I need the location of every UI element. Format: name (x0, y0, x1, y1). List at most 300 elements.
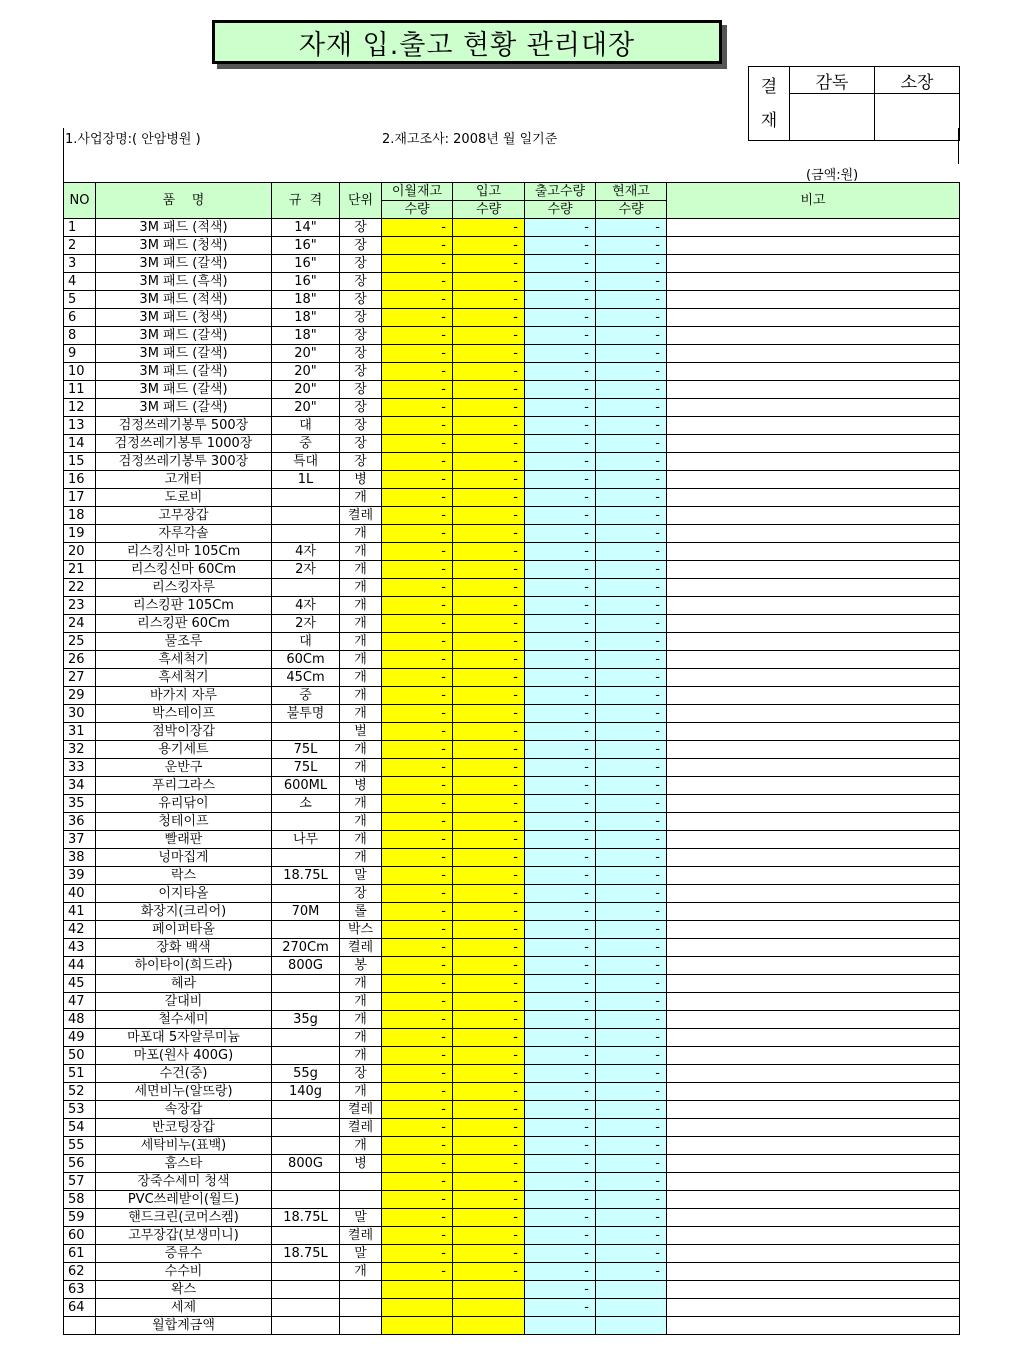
row-prev-qty[interactable]: - (382, 363, 453, 381)
row-out-qty[interactable]: - (525, 903, 596, 921)
row-prev-qty[interactable]: - (382, 435, 453, 453)
row-cur-qty[interactable]: - (596, 1065, 667, 1083)
row-note[interactable] (667, 1047, 960, 1065)
row-out-qty[interactable]: - (525, 813, 596, 831)
approval-sign-manager[interactable] (875, 94, 960, 141)
row-out-qty[interactable]: - (525, 579, 596, 597)
row-cur-qty[interactable] (596, 1299, 667, 1317)
row-cur-qty[interactable]: - (596, 1029, 667, 1047)
row-prev-qty[interactable]: - (382, 1119, 453, 1137)
total-note[interactable] (667, 1317, 960, 1335)
row-note[interactable] (667, 399, 960, 417)
row-cur-qty[interactable]: - (596, 921, 667, 939)
row-prev-qty[interactable] (382, 1281, 453, 1299)
row-prev-qty[interactable]: - (382, 399, 453, 417)
row-prev-qty[interactable]: - (382, 1191, 453, 1209)
row-prev-qty[interactable]: - (382, 993, 453, 1011)
row-out-qty[interactable]: - (525, 939, 596, 957)
row-cur-qty[interactable]: - (596, 597, 667, 615)
row-out-qty[interactable]: - (525, 687, 596, 705)
row-out-qty[interactable]: - (525, 1245, 596, 1263)
row-cur-qty[interactable]: - (596, 1191, 667, 1209)
row-note[interactable] (667, 453, 960, 471)
row-cur-qty[interactable]: - (596, 345, 667, 363)
row-prev-qty[interactable]: - (382, 471, 453, 489)
row-prev-qty[interactable]: - (382, 975, 453, 993)
row-note[interactable] (667, 579, 960, 597)
row-cur-qty[interactable]: - (596, 993, 667, 1011)
row-in-qty[interactable] (453, 1299, 525, 1317)
row-in-qty[interactable]: - (453, 471, 525, 489)
row-out-qty[interactable]: - (525, 1029, 596, 1047)
row-cur-qty[interactable]: - (596, 867, 667, 885)
row-in-qty[interactable]: - (453, 543, 525, 561)
row-note[interactable] (667, 1299, 960, 1317)
row-out-qty[interactable]: - (525, 1209, 596, 1227)
row-note[interactable] (667, 507, 960, 525)
row-cur-qty[interactable]: - (596, 1209, 667, 1227)
row-prev-qty[interactable]: - (382, 1065, 453, 1083)
row-out-qty[interactable]: - (525, 417, 596, 435)
row-in-qty[interactable]: - (453, 1137, 525, 1155)
row-prev-qty[interactable]: - (382, 831, 453, 849)
row-in-qty[interactable]: - (453, 741, 525, 759)
row-note[interactable] (667, 417, 960, 435)
row-note[interactable] (667, 237, 960, 255)
row-out-qty[interactable]: - (525, 453, 596, 471)
row-note[interactable] (667, 435, 960, 453)
row-note[interactable] (667, 219, 960, 237)
row-cur-qty[interactable]: - (596, 885, 667, 903)
row-note[interactable] (667, 471, 960, 489)
row-prev-qty[interactable]: - (382, 1101, 453, 1119)
row-out-qty[interactable]: - (525, 561, 596, 579)
row-prev-qty[interactable]: - (382, 327, 453, 345)
row-in-qty[interactable]: - (453, 345, 525, 363)
row-prev-qty[interactable]: - (382, 651, 453, 669)
row-prev-qty[interactable]: - (382, 1173, 453, 1191)
row-in-qty[interactable]: - (453, 669, 525, 687)
row-in-qty[interactable]: - (453, 975, 525, 993)
row-cur-qty[interactable]: - (596, 1011, 667, 1029)
row-prev-qty[interactable]: - (382, 381, 453, 399)
row-note[interactable] (667, 363, 960, 381)
row-cur-qty[interactable]: - (596, 543, 667, 561)
row-in-qty[interactable]: - (453, 489, 525, 507)
row-note[interactable] (667, 867, 960, 885)
total-in[interactable] (453, 1317, 525, 1335)
row-in-qty[interactable]: - (453, 1209, 525, 1227)
row-cur-qty[interactable]: - (596, 1119, 667, 1137)
row-out-qty[interactable]: - (525, 1011, 596, 1029)
row-out-qty[interactable]: - (525, 1173, 596, 1191)
row-in-qty[interactable]: - (453, 633, 525, 651)
row-out-qty[interactable]: - (525, 471, 596, 489)
row-out-qty[interactable]: - (525, 957, 596, 975)
row-out-qty[interactable]: - (525, 975, 596, 993)
row-cur-qty[interactable]: - (596, 741, 667, 759)
row-note[interactable] (667, 327, 960, 345)
row-in-qty[interactable]: - (453, 993, 525, 1011)
row-note[interactable] (667, 885, 960, 903)
row-cur-qty[interactable]: - (596, 1155, 667, 1173)
row-note[interactable] (667, 831, 960, 849)
row-out-qty[interactable]: - (525, 291, 596, 309)
row-prev-qty[interactable]: - (382, 561, 453, 579)
row-note[interactable] (667, 273, 960, 291)
row-cur-qty[interactable]: - (596, 957, 667, 975)
row-note[interactable] (667, 741, 960, 759)
row-out-qty[interactable]: - (525, 651, 596, 669)
row-in-qty[interactable]: - (453, 795, 525, 813)
row-in-qty[interactable] (453, 1281, 525, 1299)
row-cur-qty[interactable]: - (596, 1137, 667, 1155)
row-out-qty[interactable]: - (525, 525, 596, 543)
row-cur-qty[interactable]: - (596, 273, 667, 291)
row-note[interactable] (667, 957, 960, 975)
row-prev-qty[interactable]: - (382, 579, 453, 597)
row-note[interactable] (667, 597, 960, 615)
row-out-qty[interactable]: - (525, 309, 596, 327)
row-in-qty[interactable]: - (453, 615, 525, 633)
row-out-qty[interactable]: - (525, 381, 596, 399)
row-in-qty[interactable]: - (453, 363, 525, 381)
row-cur-qty[interactable]: - (596, 1083, 667, 1101)
row-in-qty[interactable]: - (453, 777, 525, 795)
row-note[interactable] (667, 345, 960, 363)
row-out-qty[interactable]: - (525, 849, 596, 867)
row-in-qty[interactable]: - (453, 1155, 525, 1173)
row-out-qty[interactable]: - (525, 705, 596, 723)
row-cur-qty[interactable]: - (596, 669, 667, 687)
row-prev-qty[interactable]: - (382, 795, 453, 813)
row-note[interactable] (667, 1227, 960, 1245)
row-in-qty[interactable]: - (453, 705, 525, 723)
row-cur-qty[interactable]: - (596, 417, 667, 435)
row-cur-qty[interactable]: - (596, 219, 667, 237)
row-prev-qty[interactable]: - (382, 633, 453, 651)
row-out-qty[interactable]: - (525, 597, 596, 615)
row-out-qty[interactable]: - (525, 327, 596, 345)
row-out-qty[interactable]: - (525, 1101, 596, 1119)
row-cur-qty[interactable]: - (596, 363, 667, 381)
row-prev-qty[interactable]: - (382, 1011, 453, 1029)
row-out-qty[interactable]: - (525, 1065, 596, 1083)
row-in-qty[interactable]: - (453, 273, 525, 291)
row-out-qty[interactable]: - (525, 399, 596, 417)
row-in-qty[interactable]: - (453, 723, 525, 741)
row-cur-qty[interactable]: - (596, 525, 667, 543)
row-prev-qty[interactable]: - (382, 957, 453, 975)
row-cur-qty[interactable]: - (596, 1227, 667, 1245)
row-out-qty[interactable]: - (525, 543, 596, 561)
row-in-qty[interactable]: - (453, 921, 525, 939)
row-cur-qty[interactable]: - (596, 831, 667, 849)
row-prev-qty[interactable]: - (382, 525, 453, 543)
row-in-qty[interactable]: - (453, 831, 525, 849)
row-in-qty[interactable]: - (453, 255, 525, 273)
row-in-qty[interactable]: - (453, 939, 525, 957)
row-note[interactable] (667, 1173, 960, 1191)
row-out-qty[interactable]: - (525, 921, 596, 939)
row-in-qty[interactable]: - (453, 453, 525, 471)
row-out-qty[interactable]: - (525, 759, 596, 777)
row-prev-qty[interactable]: - (382, 543, 453, 561)
row-in-qty[interactable]: - (453, 1119, 525, 1137)
row-note[interactable] (667, 795, 960, 813)
row-prev-qty[interactable]: - (382, 597, 453, 615)
row-out-qty[interactable]: - (525, 1281, 596, 1299)
row-cur-qty[interactable]: - (596, 939, 667, 957)
row-cur-qty[interactable]: - (596, 795, 667, 813)
row-cur-qty[interactable]: - (596, 777, 667, 795)
row-in-qty[interactable]: - (453, 435, 525, 453)
row-out-qty[interactable]: - (525, 1083, 596, 1101)
row-prev-qty[interactable]: - (382, 1209, 453, 1227)
row-out-qty[interactable]: - (525, 1191, 596, 1209)
row-in-qty[interactable]: - (453, 759, 525, 777)
row-note[interactable] (667, 1263, 960, 1281)
row-note[interactable] (667, 633, 960, 651)
row-in-qty[interactable]: - (453, 291, 525, 309)
total-cur[interactable] (596, 1317, 667, 1335)
row-cur-qty[interactable]: - (596, 453, 667, 471)
row-cur-qty[interactable]: - (596, 975, 667, 993)
row-prev-qty[interactable]: - (382, 939, 453, 957)
row-in-qty[interactable]: - (453, 1227, 525, 1245)
row-in-qty[interactable]: - (453, 1083, 525, 1101)
row-note[interactable] (667, 669, 960, 687)
row-cur-qty[interactable]: - (596, 651, 667, 669)
row-prev-qty[interactable]: - (382, 489, 453, 507)
row-cur-qty[interactable]: - (596, 399, 667, 417)
row-note[interactable] (667, 561, 960, 579)
row-out-qty[interactable]: - (525, 831, 596, 849)
row-prev-qty[interactable]: - (382, 237, 453, 255)
row-in-qty[interactable]: - (453, 813, 525, 831)
row-in-qty[interactable]: - (453, 417, 525, 435)
row-prev-qty[interactable]: - (382, 687, 453, 705)
row-note[interactable] (667, 651, 960, 669)
row-prev-qty[interactable] (382, 1299, 453, 1317)
row-prev-qty[interactable]: - (382, 1263, 453, 1281)
row-note[interactable] (667, 1011, 960, 1029)
row-cur-qty[interactable] (596, 1281, 667, 1299)
row-note[interactable] (667, 525, 960, 543)
row-prev-qty[interactable]: - (382, 345, 453, 363)
row-note[interactable] (667, 993, 960, 1011)
row-out-qty[interactable]: - (525, 615, 596, 633)
row-note[interactable] (667, 687, 960, 705)
row-cur-qty[interactable]: - (596, 1263, 667, 1281)
row-out-qty[interactable]: - (525, 237, 596, 255)
row-cur-qty[interactable]: - (596, 1173, 667, 1191)
row-in-qty[interactable]: - (453, 1263, 525, 1281)
row-prev-qty[interactable]: - (382, 615, 453, 633)
row-out-qty[interactable]: - (525, 489, 596, 507)
row-out-qty[interactable]: - (525, 273, 596, 291)
row-out-qty[interactable]: - (525, 993, 596, 1011)
row-in-qty[interactable]: - (453, 597, 525, 615)
row-prev-qty[interactable]: - (382, 903, 453, 921)
row-cur-qty[interactable]: - (596, 579, 667, 597)
row-in-qty[interactable]: - (453, 1173, 525, 1191)
row-cur-qty[interactable]: - (596, 723, 667, 741)
row-cur-qty[interactable]: - (596, 705, 667, 723)
row-cur-qty[interactable]: - (596, 849, 667, 867)
row-note[interactable] (667, 903, 960, 921)
row-prev-qty[interactable]: - (382, 1029, 453, 1047)
row-in-qty[interactable]: - (453, 1029, 525, 1047)
row-cur-qty[interactable]: - (596, 309, 667, 327)
row-in-qty[interactable]: - (453, 561, 525, 579)
row-prev-qty[interactable]: - (382, 219, 453, 237)
row-note[interactable] (667, 705, 960, 723)
row-prev-qty[interactable]: - (382, 1047, 453, 1065)
row-note[interactable] (667, 489, 960, 507)
row-note[interactable] (667, 1191, 960, 1209)
row-cur-qty[interactable]: - (596, 327, 667, 345)
row-note[interactable] (667, 615, 960, 633)
row-in-qty[interactable]: - (453, 579, 525, 597)
row-out-qty[interactable]: - (525, 1263, 596, 1281)
row-note[interactable] (667, 723, 960, 741)
row-out-qty[interactable]: - (525, 669, 596, 687)
row-prev-qty[interactable]: - (382, 777, 453, 795)
row-out-qty[interactable]: - (525, 795, 596, 813)
row-note[interactable] (667, 921, 960, 939)
row-cur-qty[interactable]: - (596, 759, 667, 777)
row-note[interactable] (667, 1137, 960, 1155)
row-in-qty[interactable]: - (453, 687, 525, 705)
row-note[interactable] (667, 291, 960, 309)
row-out-qty[interactable]: - (525, 777, 596, 795)
row-in-qty[interactable]: - (453, 849, 525, 867)
row-out-qty[interactable]: - (525, 1227, 596, 1245)
row-prev-qty[interactable]: - (382, 273, 453, 291)
row-cur-qty[interactable]: - (596, 291, 667, 309)
row-note[interactable] (667, 381, 960, 399)
row-cur-qty[interactable]: - (596, 633, 667, 651)
row-note[interactable] (667, 849, 960, 867)
row-out-qty[interactable]: - (525, 1119, 596, 1137)
row-in-qty[interactable]: - (453, 1101, 525, 1119)
row-out-qty[interactable]: - (525, 345, 596, 363)
row-cur-qty[interactable]: - (596, 615, 667, 633)
row-prev-qty[interactable]: - (382, 849, 453, 867)
row-in-qty[interactable]: - (453, 525, 525, 543)
row-prev-qty[interactable]: - (382, 309, 453, 327)
row-in-qty[interactable]: - (453, 327, 525, 345)
row-prev-qty[interactable]: - (382, 759, 453, 777)
row-prev-qty[interactable]: - (382, 507, 453, 525)
row-in-qty[interactable]: - (453, 1245, 525, 1263)
row-out-qty[interactable]: - (525, 363, 596, 381)
row-note[interactable] (667, 1209, 960, 1227)
approval-sign-supervisor[interactable] (790, 94, 875, 141)
row-cur-qty[interactable]: - (596, 471, 667, 489)
row-in-qty[interactable]: - (453, 903, 525, 921)
row-note[interactable] (667, 543, 960, 561)
row-note[interactable] (667, 975, 960, 993)
row-prev-qty[interactable]: - (382, 723, 453, 741)
row-prev-qty[interactable]: - (382, 1227, 453, 1245)
row-note[interactable] (667, 1155, 960, 1173)
row-prev-qty[interactable]: - (382, 417, 453, 435)
total-prev[interactable] (382, 1317, 453, 1335)
row-in-qty[interactable]: - (453, 651, 525, 669)
row-note[interactable] (667, 255, 960, 273)
row-note[interactable] (667, 1101, 960, 1119)
row-out-qty[interactable]: - (525, 1155, 596, 1173)
row-prev-qty[interactable]: - (382, 255, 453, 273)
row-in-qty[interactable]: - (453, 1191, 525, 1209)
row-prev-qty[interactable]: - (382, 1083, 453, 1101)
row-in-qty[interactable]: - (453, 399, 525, 417)
row-prev-qty[interactable]: - (382, 291, 453, 309)
row-out-qty[interactable]: - (525, 867, 596, 885)
row-in-qty[interactable]: - (453, 885, 525, 903)
row-in-qty[interactable]: - (453, 1011, 525, 1029)
row-cur-qty[interactable]: - (596, 1047, 667, 1065)
row-prev-qty[interactable]: - (382, 669, 453, 687)
row-note[interactable] (667, 939, 960, 957)
row-out-qty[interactable]: - (525, 255, 596, 273)
row-cur-qty[interactable]: - (596, 687, 667, 705)
row-prev-qty[interactable]: - (382, 741, 453, 759)
row-cur-qty[interactable]: - (596, 237, 667, 255)
row-out-qty[interactable]: - (525, 1137, 596, 1155)
row-cur-qty[interactable]: - (596, 1245, 667, 1263)
row-out-qty[interactable]: - (525, 633, 596, 651)
total-out[interactable] (525, 1317, 596, 1335)
row-note[interactable] (667, 1281, 960, 1299)
row-prev-qty[interactable]: - (382, 1245, 453, 1263)
row-note[interactable] (667, 1119, 960, 1137)
row-cur-qty[interactable]: - (596, 255, 667, 273)
row-note[interactable] (667, 1245, 960, 1263)
row-note[interactable] (667, 309, 960, 327)
row-note[interactable] (667, 1065, 960, 1083)
row-cur-qty[interactable]: - (596, 435, 667, 453)
row-prev-qty[interactable]: - (382, 885, 453, 903)
row-prev-qty[interactable]: - (382, 921, 453, 939)
row-out-qty[interactable]: - (525, 1047, 596, 1065)
row-in-qty[interactable]: - (453, 219, 525, 237)
row-cur-qty[interactable]: - (596, 489, 667, 507)
row-in-qty[interactable]: - (453, 957, 525, 975)
row-cur-qty[interactable]: - (596, 507, 667, 525)
row-out-qty[interactable]: - (525, 435, 596, 453)
row-out-qty[interactable]: - (525, 885, 596, 903)
row-in-qty[interactable]: - (453, 507, 525, 525)
row-in-qty[interactable]: - (453, 867, 525, 885)
row-in-qty[interactable]: - (453, 1047, 525, 1065)
row-prev-qty[interactable]: - (382, 813, 453, 831)
row-out-qty[interactable]: - (525, 507, 596, 525)
row-out-qty[interactable]: - (525, 1299, 596, 1317)
row-prev-qty[interactable]: - (382, 867, 453, 885)
row-out-qty[interactable]: - (525, 219, 596, 237)
row-in-qty[interactable]: - (453, 237, 525, 255)
row-cur-qty[interactable]: - (596, 1101, 667, 1119)
row-note[interactable] (667, 813, 960, 831)
row-prev-qty[interactable]: - (382, 705, 453, 723)
row-prev-qty[interactable]: - (382, 1137, 453, 1155)
row-cur-qty[interactable]: - (596, 813, 667, 831)
row-in-qty[interactable]: - (453, 381, 525, 399)
row-prev-qty[interactable]: - (382, 1155, 453, 1173)
